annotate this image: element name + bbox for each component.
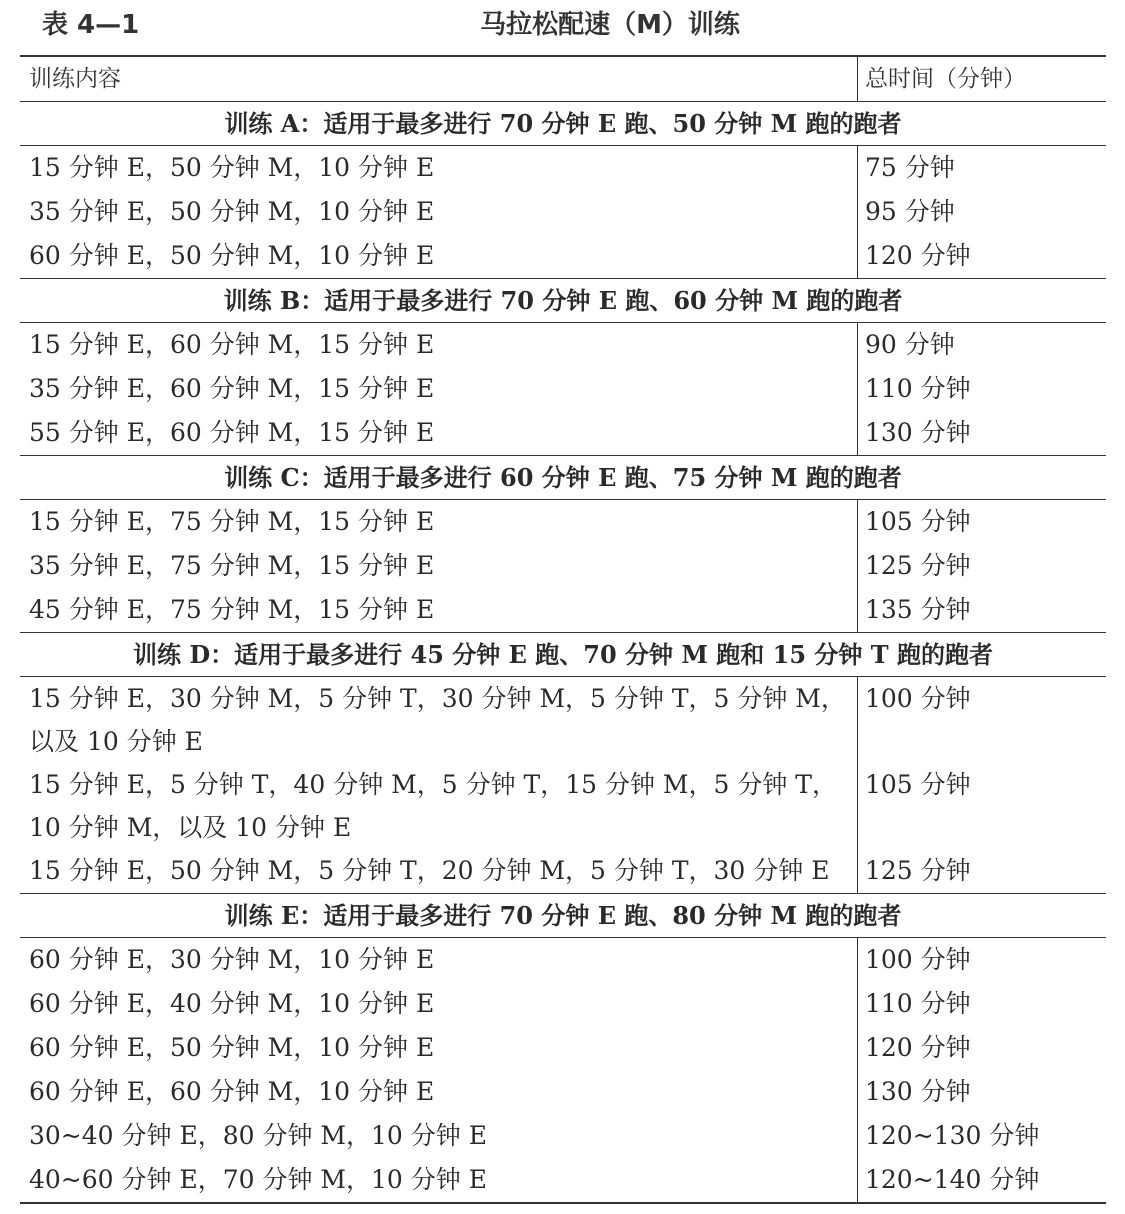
row-time: 125 分钟 <box>857 849 1106 893</box>
row-content: 15 分钟 E，30 分钟 M，5 分钟 T，30 分钟 M，5 分钟 T，5 分钟 M，以及 10 分钟 E <box>29 684 846 756</box>
table-row <box>20 411 1106 456</box>
section-title-a: 训练 A：适用于最多进行 70 分钟 E 跑、50 分钟 M 跑的跑者 <box>20 102 1106 146</box>
table-header-row <box>20 57 1106 102</box>
row-time: 90 分钟 <box>857 323 1106 367</box>
row-content: 15 分钟 E，50 分钟 M，5 分钟 T，20 分钟 M，5 分钟 T，30 分钟 E <box>29 856 830 885</box>
table-row <box>20 1158 1106 1202</box>
table-title: 马拉松配速（M）训练 <box>480 10 740 40</box>
row-time: 95 分钟 <box>857 190 1106 234</box>
section-title-e: 训练 E：适用于最多进行 70 分钟 E 跑、80 分钟 M 跑的跑者 <box>20 894 1106 938</box>
section-title-b: 训练 B：适用于最多进行 70 分钟 E 跑、60 分钟 M 跑的跑者 <box>20 279 1106 323</box>
table-row <box>20 763 1106 849</box>
row-time: 100 分钟 <box>857 677 1106 763</box>
table-row <box>20 1026 1106 1070</box>
row-time: 130 分钟 <box>857 1070 1106 1114</box>
section-title-c: 训练 C：适用于最多进行 60 分钟 E 跑、75 分钟 M 跑的跑者 <box>20 456 1106 500</box>
row-time: 120 分钟 <box>857 234 1106 278</box>
row-time: 105 分钟 <box>857 500 1106 544</box>
row-time: 120~140 分钟 <box>857 1158 1106 1202</box>
table-row <box>20 323 1106 367</box>
table-row <box>20 1114 1106 1158</box>
table-row <box>20 849 1106 894</box>
row-time: 125 分钟 <box>857 544 1106 588</box>
row-time: 75 分钟 <box>857 146 1106 190</box>
table-caption <box>0 0 1125 50</box>
row-content: 40~60 分钟 E，70 分钟 M，10 分钟 E <box>29 1165 487 1194</box>
row-time: 120~130 分钟 <box>857 1114 1106 1158</box>
table-row <box>20 588 1106 633</box>
row-time: 105 分钟 <box>857 763 1106 849</box>
table-row <box>20 190 1106 234</box>
row-content: 60 分钟 E，40 分钟 M，10 分钟 E <box>29 989 435 1018</box>
table-row <box>20 500 1106 544</box>
row-content: 15 分钟 E，50 分钟 M，10 分钟 E <box>29 153 435 182</box>
row-time: 110 分钟 <box>857 367 1106 411</box>
table-row <box>20 367 1106 411</box>
row-time: 120 分钟 <box>857 1026 1106 1070</box>
header-time: 总时间（分钟） <box>857 57 1106 101</box>
row-content: 60 分钟 E，30 分钟 M，10 分钟 E <box>29 945 435 974</box>
header-content: 训练内容 <box>29 66 121 92</box>
row-content: 60 分钟 E，60 分钟 M，10 分钟 E <box>29 1077 435 1106</box>
row-content: 15 分钟 E，60 分钟 M，15 分钟 E <box>29 330 435 359</box>
row-content: 15 分钟 E，75 分钟 M，15 分钟 E <box>29 507 435 536</box>
row-content: 35 分钟 E，75 分钟 M，15 分钟 E <box>29 551 435 580</box>
table-number: 表 4—1 <box>42 10 140 40</box>
row-content: 45 分钟 E，75 分钟 M，15 分钟 E <box>29 595 435 624</box>
table-row <box>20 982 1106 1026</box>
training-table <box>20 55 1106 1204</box>
row-content: 55 分钟 E，60 分钟 M，15 分钟 E <box>29 418 435 447</box>
row-content: 15 分钟 E，5 分钟 T，40 分钟 M，5 分钟 T，15 分钟 M，5 分钟 T，10 分钟 M，以及 10 分钟 E <box>29 770 837 842</box>
row-content: 35 分钟 E，50 分钟 M，10 分钟 E <box>29 197 435 226</box>
row-time: 130 分钟 <box>857 411 1106 455</box>
row-time: 110 分钟 <box>857 982 1106 1026</box>
row-content: 30~40 分钟 E，80 分钟 M，10 分钟 E <box>29 1121 487 1150</box>
section-title-d: 训练 D：适用于最多进行 45 分钟 E 跑、70 分钟 M 跑和 15 分钟 T 跑的跑者 <box>20 633 1106 677</box>
table-row <box>20 1070 1106 1114</box>
row-time: 100 分钟 <box>857 938 1106 982</box>
row-content: 60 分钟 E，50 分钟 M，10 分钟 E <box>29 241 435 270</box>
row-content: 35 分钟 E，60 分钟 M，15 分钟 E <box>29 374 435 403</box>
row-time: 135 分钟 <box>857 588 1106 632</box>
table-row <box>20 677 1106 763</box>
table-row <box>20 146 1106 190</box>
table-row <box>20 938 1106 982</box>
table-row <box>20 234 1106 279</box>
table-row <box>20 544 1106 588</box>
row-content: 60 分钟 E，50 分钟 M，10 分钟 E <box>29 1033 435 1062</box>
